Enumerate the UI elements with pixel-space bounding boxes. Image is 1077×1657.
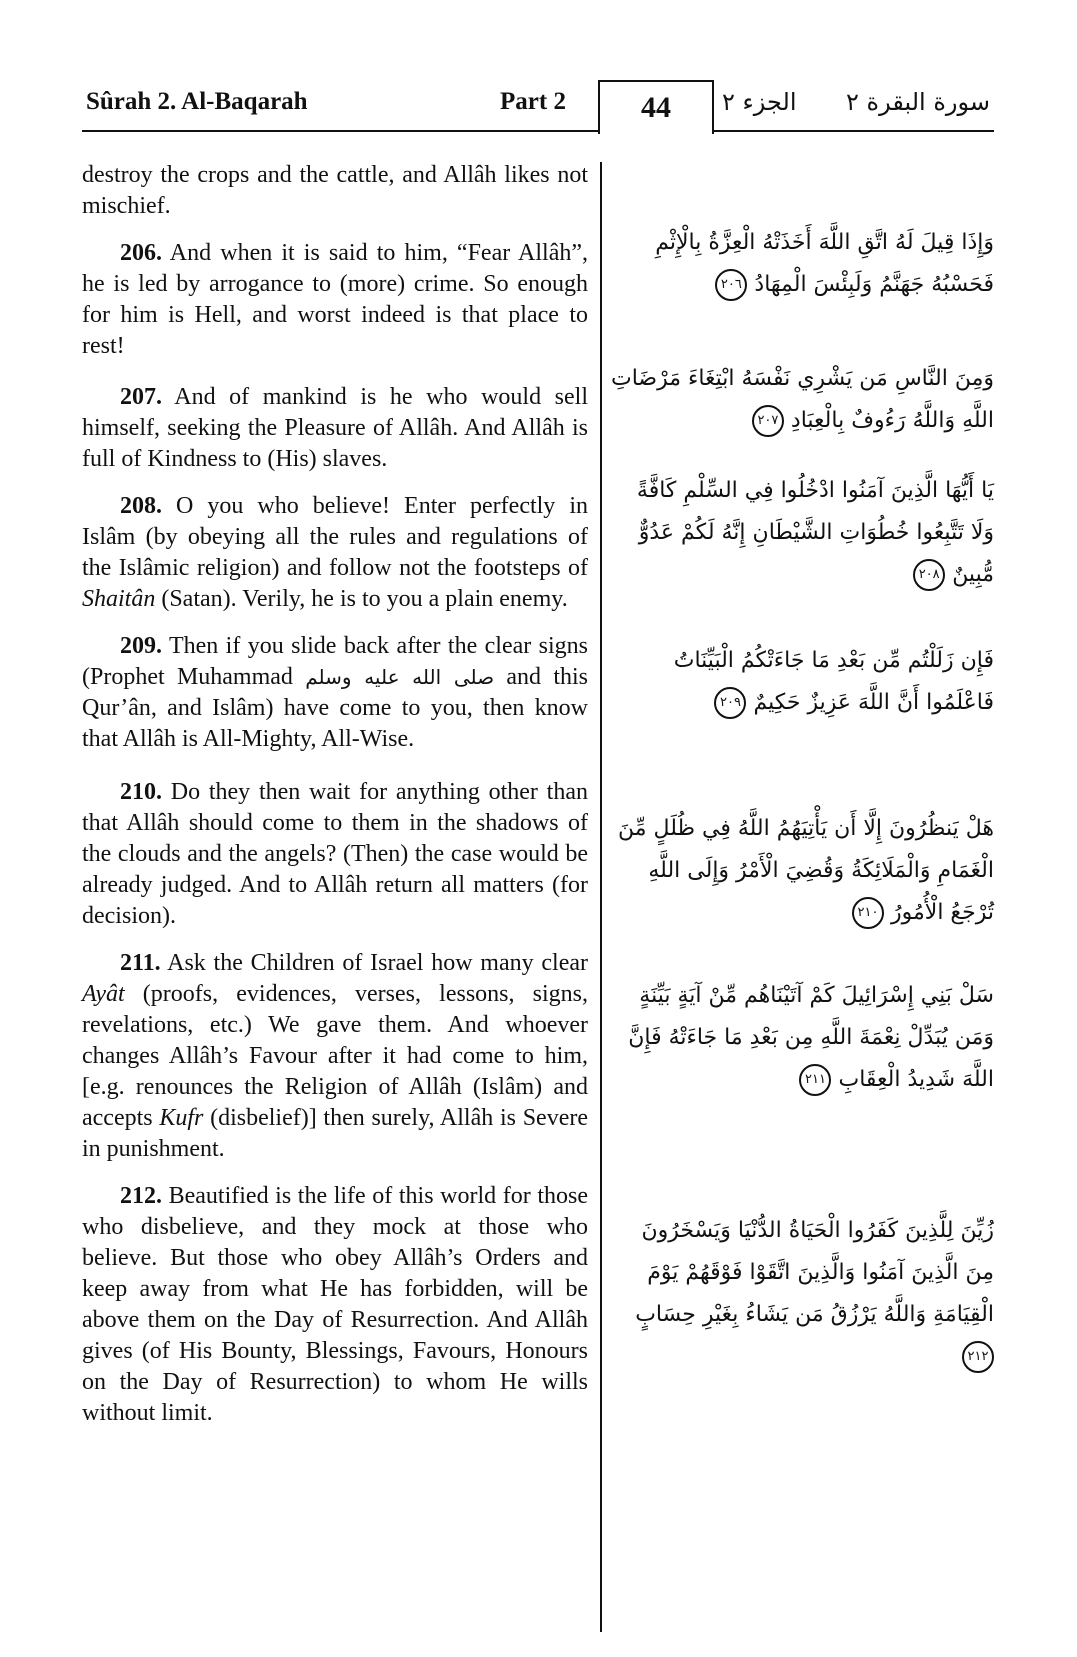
verse-text: (proofs, evidences, verses, lessons, signs, revelations, etc.) We gave them. And whoever changes Allâh’s Favour after it had come to him, [e.g. renounces the Religion of Allâh (Islâm) and accepts	[82, 981, 588, 1131]
page-number: 44	[598, 80, 714, 134]
verse-212	[82, 1181, 588, 1429]
page-header	[82, 78, 994, 132]
verse-number: 206.	[120, 240, 162, 266]
ayah-number-marker: ٢١٠	[852, 897, 884, 929]
verse-208	[82, 491, 588, 615]
emphasis-term: Shaitân	[82, 586, 156, 612]
arabic-verse-207	[610, 358, 994, 442]
arabic-part-label: الجزء ٢	[722, 88, 797, 116]
ayah-number-marker: ٢٠٦	[715, 269, 747, 301]
arabic-verse-206	[610, 222, 994, 306]
arabic-verse-text: وَمِنَ النَّاسِ مَن يَشْرِي نَفْسَهُ ابْتِغَاءَ مَرْضَاتِ اللَّهِ وَاللَّهُ رَءُوفٌ بِالْعِبَادِ	[611, 366, 994, 433]
arabic-verse-212	[610, 1210, 994, 1378]
verse-text: And when it is said to him, “Fear Allâh”, he is led by arrogance to (more) crime. So enough for him is Hell, and worst indeed is that place to rest!	[82, 240, 588, 359]
arabic-verse-text: زُيِّنَ لِلَّذِينَ كَفَرُوا الْحَيَاةُ الدُّنْيَا وَيَسْخَرُونَ مِنَ الَّذِينَ آمَنُوا وَالَّذِينَ اتَّقَوْا فَوْقَهُمْ يَوْمَ الْقِيَامَةِ وَاللَّهُ يَرْزُقُ مَن يَشَاءُ بِغَيْرِ حِسَابٍ	[635, 1218, 994, 1327]
verse-207	[82, 382, 588, 475]
ayah-number-marker: ٢٠٩	[714, 687, 746, 719]
verse-number: 207.	[120, 384, 162, 410]
verse-text: (Satan). Verily, he is to you a plain enemy.	[155, 586, 568, 612]
arabic-verse-text: يَا أَيُّهَا الَّذِينَ آمَنُوا ادْخُلُوا فِي السِّلْمِ كَافَّةً وَلَا تَتَّبِعُوا خُطُوَاتِ الشَّيْطَانِ إِنَّهُ لَكُمْ عَدُوٌّ مُّبِينٌ	[636, 478, 994, 587]
arabic-verse-text: هَلْ يَنظُرُونَ إِلَّا أَن يَأْتِيَهُمُ اللَّهُ فِي ظُلَلٍ مِّنَ الْغَمَامِ وَالْمَلَائِكَةُ وَقُضِيَ الْأَمْرُ وَإِلَى اللَّهِ تُرْجَعُ الْأُمُورُ	[618, 816, 994, 925]
continuation-text: destroy the crops and the cattle, and Allâh likes not mischief.	[82, 162, 588, 219]
verse-number: 210.	[120, 779, 162, 805]
arabic-verse-text: فَإِن زَلَلْتُم مِّن بَعْدِ مَا جَاءَتْكُمُ الْبَيِّنَاتُ فَاعْلَمُوا أَنَّ اللَّهَ عَزِيزٌ حَكِيمٌ	[673, 648, 994, 715]
ayah-number-marker: ٢٠٨	[913, 559, 945, 591]
ayah-number-marker: ٢١١	[799, 1064, 831, 1096]
ayah-number-marker: ٢١٢	[962, 1341, 994, 1373]
column-divider	[600, 162, 602, 1632]
verse-211	[82, 948, 588, 1165]
verse-206	[82, 238, 588, 362]
ayah-number-marker: ٢٠٧	[752, 405, 784, 437]
verse-text: And of mankind is he who would sell himself, seeking the Pleasure of Allâh. And Allâh is full of Kindness to (His) slaves.	[82, 384, 588, 472]
verse-number: 209.	[120, 633, 162, 659]
arabic-surah-title: سورة البقرة ٢	[846, 88, 990, 116]
emphasis-term: Ayât	[82, 981, 125, 1007]
verse-number: 211.	[120, 950, 161, 976]
verse-text: Then if you slide back after the clear signs (Prophet Muhammad	[82, 633, 588, 690]
arabic-verse-text: وَإِذَا قِيلَ لَهُ اتَّقِ اللَّهَ أَخَذَتْهُ الْعِزَّةُ بِالْإِثْمِ فَحَسْبُهُ جَهَنَّمُ وَلَبِئْسَ الْمِهَادُ	[655, 230, 994, 297]
verse-text: Beautified is the life of this world for those who disbelieve, and they mock at those who believe. But those who obey Allâh’s Orders and keep away from what He has forbidden, will be above them on the Day of Resurrection. And Allâh gives (of His Bounty, Blessings, Favours, Honours on the Day of Resurrection) to whom He wills without limit.	[82, 1183, 588, 1426]
verse-text: Do they then wait for anything other than that Allâh should come to them in the shadows of the clouds and the angels? (Then) the case would be already judged. And to Allâh return all matters (for decision).	[82, 779, 588, 929]
verse-text: (disbelief)] then surely, Allâh is Severe in punishment.	[82, 1105, 588, 1162]
arabic-verse-text: سَلْ بَنِي إِسْرَائِيلَ كَمْ آتَيْنَاهُم مِّنْ آيَةٍ بَيِّنَةٍ وَمَن يُبَدِّلْ نِعْمَةَ اللَّهِ مِن بَعْدِ مَا جَاءَتْهُ فَإِنَّ اللَّهَ شَدِيدُ الْعِقَابِ	[628, 983, 994, 1092]
verse-number: 208.	[120, 493, 162, 519]
verse-209	[82, 631, 588, 755]
arabic-verse-209	[610, 640, 994, 724]
surah-title: Sûrah 2. Al-Baqarah	[86, 88, 308, 115]
arabic-verse-208	[610, 470, 994, 596]
verse-text: Ask the Children of Israel how many clear	[160, 950, 588, 976]
verse-210	[82, 777, 588, 932]
emphasis-term: Kufr	[159, 1105, 204, 1131]
arabic-verse-211	[610, 975, 994, 1101]
part-label: Part 2	[500, 88, 566, 115]
verse-number: 212.	[120, 1183, 162, 1209]
verse-text: and this Qur’ân, and Islâm) have come to you, then know that Allâh is All-Mighty, All-Wise.	[82, 664, 589, 752]
arabic-verse-210	[610, 808, 994, 934]
verse-text: O you who believe! Enter perfectly in Islâm (by obeying all the rules and regulations of the Islâmic religion) and follow not the footsteps of	[82, 493, 588, 581]
arabic-salutation: صلى الله عليه وسلم	[305, 665, 495, 689]
english-translation-column	[82, 160, 588, 1445]
